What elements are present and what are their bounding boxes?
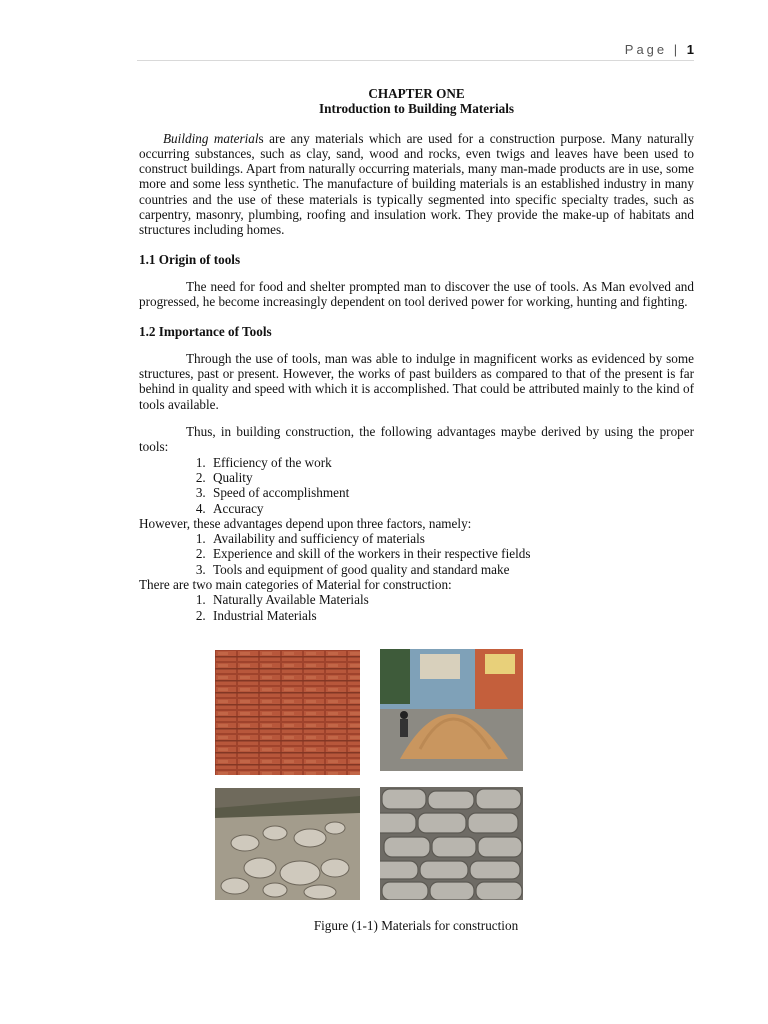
list-item: 1. Naturally Available Materials <box>209 592 694 607</box>
importance-paragraph: Through the use of tools, man was able to indulge in magnificent works as evidenced by some structures, past or present. However, the works of past builders as compared to that of the present is far behind in quality and speed with which it is accomplished. That could be attributed mainly to the kind of tools available. <box>139 350 694 412</box>
document-body <box>139 86 694 623</box>
intro-text: are any materials which are used for a construction purpose. Many naturally occurring substances, such as clay, sand, wood and rocks, even twigs and leaves have been used to construct buildings. Apart from naturally occurring materials, many man-made products are in use, some more and some less synthetic. The manufacture of building materials is an established industry in many countries and the use of these materials is typically segmented into specific specialty trades, such as carpentry, masonry, plumbing, roofing and insulation work. They provide the make-up of habitats and structures including homes. <box>139 130 694 238</box>
list-item: 2. Experience and skill of the workers in their respective fields <box>209 546 694 561</box>
list-item: 2. Industrial Materials <box>209 608 694 623</box>
advantages-intro: Thus, in building construction, the following advantages maybe derived by using the proper tools: <box>139 424 694 455</box>
intro-term-suffix: s <box>258 130 264 146</box>
chapter-label: CHAPTER ONE <box>368 86 465 101</box>
categories-intro: There are two main categories of Material for construction: <box>139 577 452 593</box>
intro-paragraph <box>139 131 694 238</box>
factors-list <box>139 531 694 577</box>
section-heading-origin: 1.1 Origin of tools <box>139 251 241 267</box>
list-item: 2. Quality <box>209 470 694 485</box>
sand-pile-image <box>380 649 523 771</box>
factors-intro: However, these advantages depend upon three factors, namely: <box>139 515 472 531</box>
rock-pile-image <box>215 788 360 900</box>
header-divider <box>137 60 694 61</box>
figure-caption: Figure (1-1) Materials for construction <box>313 918 519 933</box>
brick-stack-image <box>215 650 360 775</box>
section-heading-importance: 1.2 Importance of Tools <box>139 323 272 339</box>
chapter-title: Introduction to Building Materials <box>318 101 515 117</box>
page-header <box>625 42 694 57</box>
categories-list <box>139 592 694 623</box>
list-item: 1. Availability and sufficiency of materials <box>209 531 694 546</box>
intro-term: Building material <box>163 130 259 146</box>
list-item: 3. Speed of accomplishment <box>209 485 694 500</box>
origin-paragraph: The need for food and shelter prompted man to discover the use of tools. As Man evolved and progressed, he become increasingly dependent on tool derived power for working, hunting and fighting. <box>139 278 694 310</box>
list-item: 4. Accuracy <box>209 501 694 516</box>
cement-bags-image <box>380 787 523 900</box>
list-item: 3. Tools and equipment of good quality and standard make <box>209 562 694 577</box>
page-number: 1 <box>686 42 694 57</box>
list-item: 1. Efficiency of the work <box>209 455 694 470</box>
page-label: Page | <box>624 42 681 57</box>
advantages-list <box>139 455 694 516</box>
